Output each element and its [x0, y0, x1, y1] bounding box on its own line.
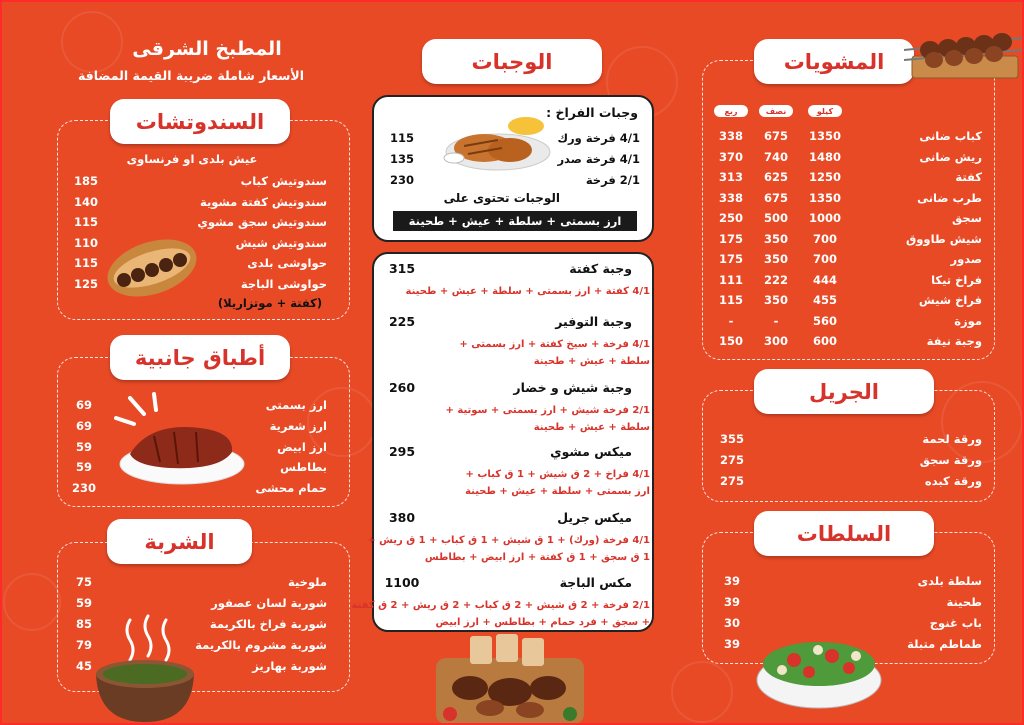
grill-price-kilo: 444: [812, 272, 837, 287]
grill-price-kilo: 1480: [808, 149, 841, 164]
combo-meal-name: وجبة شيش و خضار: [513, 380, 632, 395]
salad-item-price: 30: [723, 616, 740, 630]
sandwich-item-name: سندوتيش كفتة مشوية: [199, 194, 327, 209]
grill-item-name: كفتة: [955, 170, 982, 184]
soup-item-name: شوربة مشروم بالكريمة: [195, 638, 327, 652]
grill-price-kilo: 1350: [808, 190, 841, 205]
chicken-meal-name: 4/1 فرخة ورك: [557, 131, 640, 145]
grill-price-kilo: 600: [812, 334, 837, 348]
side-item-price: 69: [75, 398, 92, 412]
grill-price-quarter: 338: [718, 129, 743, 143]
sandwich-item-price: 115: [73, 215, 98, 229]
includes-text: ارز بسمتى + سلطة + عيش + طحينة: [408, 214, 622, 228]
grill-price-quarter: 111: [718, 272, 743, 287]
bbq-item-price: 275: [719, 474, 744, 488]
combo-meal-name: مكس الباجة: [559, 575, 632, 590]
grill-item-name: كباب ضانى: [919, 129, 982, 143]
grill-price-half: 300: [763, 334, 788, 348]
grill-price-quarter: 313: [718, 170, 743, 184]
combo-meal-description: 4/1 كفتة + ارز بسمتى + سلطة + عيش + طحينة: [405, 286, 650, 297]
chicken-meal-price: 115: [389, 131, 414, 145]
side-item-name: ارز ابيض: [277, 439, 327, 454]
combo-meal-description: سلطة + عيش + طحينة: [533, 422, 650, 433]
combo-meal-description: 1 ق سجق + 1 ق كفتة + ارز ابيض + بطاطس: [424, 552, 650, 563]
chicken-meal-name: 4/1 فرخة صدر: [557, 152, 640, 166]
vat-note: الأسعار شاملة ضريبة القيمة المضافة: [77, 68, 305, 83]
combo-meal-description: 2/1 فرخة شيش + ارز بسمتى + سوتية +: [445, 405, 650, 416]
combo-meal-price: 1100: [384, 575, 420, 590]
grill-price-kilo: 560: [812, 313, 837, 328]
col-header-quarter: ربع: [714, 105, 748, 117]
sandwich-item-price: 140: [73, 194, 98, 209]
soups-title: الشربة: [107, 519, 252, 564]
bbq-title: الجريل: [754, 369, 934, 414]
soup-item-name: شوربة فراخ بالكريمة: [209, 617, 327, 631]
soup-item-price: 79: [75, 638, 92, 652]
side-item-name: ارز شعرية: [269, 418, 327, 433]
grill-price-half: 500: [763, 211, 788, 225]
side-item-name: حمام محشى: [255, 481, 327, 496]
grill-price-quarter: 370: [718, 149, 743, 164]
chicken-meal-price: 230: [389, 173, 414, 187]
grill-item-name: شيش طاووق: [906, 231, 982, 246]
salad-item-price: 39: [723, 595, 740, 609]
grill-price-half: 675: [763, 129, 788, 143]
combo-meal-description: 2/1 فرخة + 2 ق شيش + 2 ق كباب + 2 ق ريش + 2 ق كفتة: [351, 600, 650, 611]
grill-item-name: ريش ضانى: [919, 149, 982, 164]
combo-meal-price: 315: [388, 261, 416, 276]
combo-meal-description: 4/1 فرخة (ورك) + 1 ق شيش + 1 ق كباب + 1 ق ريش +: [367, 535, 650, 546]
soup-item-name: شوربة لسان عصفور: [211, 596, 327, 610]
grill-item-name: وجبة نيفة: [926, 334, 982, 348]
bbq-item-price: 275: [719, 453, 744, 467]
side-item-name: بطاطس: [280, 460, 327, 475]
grill-price-quarter: 115: [718, 293, 743, 307]
grill-price-half: 625: [763, 170, 788, 184]
stuffed-pigeon-image: [110, 392, 246, 488]
combo-meal-name: ميكس جريل: [557, 510, 632, 525]
side-item-name: ارز بسمتى: [265, 398, 327, 412]
grill-price-quarter: 338: [718, 190, 743, 205]
salad-item-price: 39: [723, 574, 740, 588]
sandwich-item-name: سندوتيش شيش: [235, 235, 327, 250]
grill-price-quarter: 175: [718, 231, 743, 246]
meals-title: الوجبات: [422, 39, 602, 84]
grill-price-half: 675: [763, 190, 788, 205]
grill-price-kilo: 455: [812, 293, 837, 307]
combo-meal-description: ارز بسمتى + سلطة + عيش + طحينة: [465, 486, 650, 497]
grill-price-kilo: 1250: [808, 170, 841, 184]
soup-item-name: شوربة بهاريز: [252, 659, 327, 673]
col-header-half: نصف: [759, 105, 793, 117]
soup-item-name: ملوخية: [288, 575, 327, 589]
salad-item-name: سلطة بلدى: [917, 574, 982, 588]
bbq-item-name: ورقة سجق: [919, 453, 982, 467]
sides-title: أطباق جانبية: [110, 335, 290, 380]
combo-meal-description: 4/1 فرخة + سيخ كفتة + ارز بسمتى +: [459, 339, 650, 350]
grill-price-half: 350: [763, 252, 788, 266]
side-item-price: 59: [75, 439, 92, 454]
grill-item-name: سجق: [952, 211, 982, 225]
sandwiches-note: (كفتة + موتزاريلا): [217, 296, 323, 310]
kebab-skewer-image: [904, 22, 1024, 86]
bbq-item-name: ورقة لحمة: [922, 432, 982, 446]
sandwich-item-name: سندوتيش كباب: [240, 174, 327, 188]
grill-price-kilo: 1000: [808, 211, 841, 225]
combo-meal-price: 295: [388, 444, 416, 459]
grill-price-half: 222: [763, 272, 788, 287]
side-item-price: 59: [75, 460, 92, 475]
chicken-meal-price: 135: [389, 152, 414, 166]
bbq-item-price: 355: [719, 432, 744, 446]
grill-price-kilo: 700: [812, 231, 837, 246]
soup-item-price: 45: [75, 659, 92, 673]
grill-price-half: 350: [763, 293, 788, 307]
grill-price-half: -: [773, 313, 779, 328]
sandwiches-title: السندوتشات: [110, 99, 290, 144]
side-item-price: 230: [71, 481, 96, 496]
salad-item-name: طماطم متبلة: [907, 637, 982, 651]
combo-meal-name: وجبة التوفير: [555, 314, 632, 329]
salad-item-name: باب غنوج: [929, 616, 982, 630]
grill-price-quarter: 250: [718, 211, 743, 225]
soup-item-price: 59: [75, 596, 92, 610]
includes-heading: الوجبات تحتوى على: [443, 191, 560, 205]
combo-meal-description: سلطة + عيش + طحينة: [533, 356, 650, 367]
combo-meal-description: + سجق + فرد حمام + بطاطس + ارز ابيض: [435, 617, 650, 628]
sandwich-item-price: 125: [73, 276, 98, 291]
sandwich-item-price: 115: [73, 256, 98, 270]
restaurant-name: المطبخ الشرقى: [132, 38, 282, 60]
grill-price-quarter: 175: [718, 252, 743, 266]
sandwich-item-name: سندوتيش سجق مشوي: [197, 215, 327, 229]
grill-item-name: فراخ تيكا: [931, 272, 982, 287]
grill-price-half: 740: [763, 149, 788, 164]
soup-item-price: 85: [75, 617, 92, 631]
molokhia-bowl-image: [92, 614, 198, 724]
salad-item-name: طحينة: [946, 595, 982, 609]
includes-bar: [393, 211, 637, 231]
grill-item-name: طرب ضانى: [917, 190, 982, 205]
grill-price-quarter: -: [728, 313, 734, 328]
col-header-kilo: كيلو: [808, 105, 842, 117]
grill-item-name: موزة: [954, 313, 982, 328]
soup-item-price: 75: [75, 575, 92, 589]
combo-meal-description: 4/1 فراخ + 2 ق شيش + 1 ق كباب +: [465, 469, 650, 480]
grill-price-kilo: 700: [812, 252, 837, 266]
salad-item-price: 39: [723, 637, 740, 651]
sandwich-item-name: حواوشى بلدى: [247, 256, 327, 270]
salads-title: السلطات: [754, 511, 934, 556]
combo-meal-price: 225: [388, 314, 416, 329]
grill-price-kilo: 1350: [808, 129, 841, 143]
grilled-chicken-image: [440, 112, 552, 174]
side-item-price: 69: [75, 418, 92, 433]
kebab-sandwich-image: [102, 228, 202, 304]
grills-title: المشويات: [754, 39, 914, 84]
salad-bowl-image: [754, 630, 884, 712]
grill-item-name: فراخ شيش: [918, 293, 982, 307]
combo-meal-name: وجبة كفتة: [569, 261, 632, 276]
sandwiches-subtitle: عيش بلدى او فرنساوى: [126, 152, 258, 166]
sandwich-item-price: 110: [73, 235, 98, 250]
chicken-meal-name: 2/1 فرخة: [585, 173, 640, 187]
bbq-item-name: ورقة كبده: [924, 474, 982, 488]
sandwich-item-price: 185: [73, 174, 98, 188]
grill-item-name: صدور: [950, 252, 982, 266]
chicken-meals-heading: وجبات الفراخ :: [546, 105, 638, 120]
mixed-grill-platter-image: [430, 632, 590, 725]
grill-price-quarter: 150: [718, 334, 743, 348]
sandwich-item-name: حواوشى الباجة: [240, 276, 327, 291]
combo-meal-name: ميكس مشوي: [550, 444, 632, 459]
combo-meal-price: 260: [388, 380, 416, 395]
grill-price-half: 350: [763, 231, 788, 246]
combo-meal-price: 380: [388, 510, 416, 525]
